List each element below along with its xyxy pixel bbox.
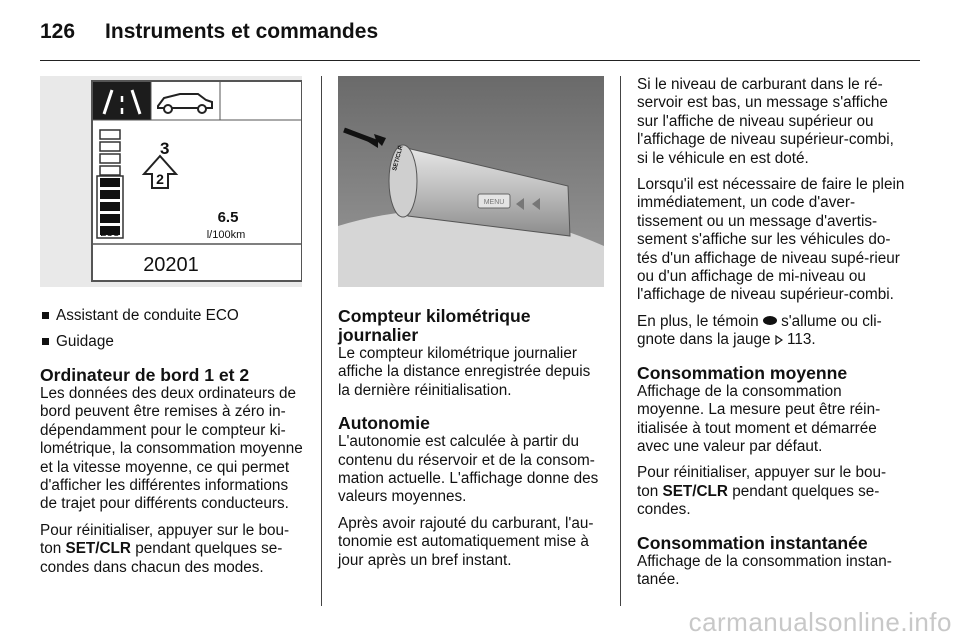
page-title: Instruments et commandes	[105, 20, 379, 43]
paragraph-reset-ordinateur: Pour réinitialiser, appuyer sur le bou-ton SET/CLR pendant quelques se-condes dans chacun des modes.	[40, 521, 290, 576]
warning-light-icon	[763, 316, 777, 325]
bullet-item-guidage: Guidage	[40, 332, 308, 352]
paragraph-ordinateur: Les données des deux ordinateurs de bord peuvent être remises à zéro in-dépendamment pour le compteur ki-lométrique, la consommation moyenne et la vitesse moyenne, ce qui permet d'afficher les différentes informations de trajet pour différents conducteurs.	[40, 385, 303, 513]
header-rule	[40, 60, 920, 61]
paragraph-warning-light: En plus, le témoin s'allume ou cli-gnote dans la jauge 113.	[637, 312, 882, 349]
bullet-item-eco: Assistant de conduite ECO	[40, 306, 308, 326]
consumption-unit: l/100km	[206, 229, 246, 241]
page-number: 126	[40, 20, 76, 43]
section-title-ordinateur: Ordinateur de bord 1 et 2	[40, 365, 250, 385]
consumption-value: 6.5	[217, 209, 239, 226]
paragraph-consommation-moyenne: Affichage de la consommation moyenne. La mesure peut être réin-itialisée à tout moment et démarrée avec une valeur par défaut.	[637, 382, 881, 455]
paragraph-fuel-low: Si le niveau de carburant dans le ré-servoir est bas, un message s'affiche sur l'affiche de niveau supérieur ou l'affichage de niveau supérieur-combi, si le véhicule en est doté.	[637, 76, 894, 167]
page-ref: 113.	[782, 331, 816, 349]
page-header	[40, 14, 920, 50]
column-1	[40, 76, 308, 585]
paragraph-consommation-instantanee: Affichage de la consommation instan-tanée.	[637, 552, 892, 588]
column-2	[338, 76, 606, 578]
column-3	[637, 76, 905, 597]
section-title-compteur: Compteur kilométrique journalier	[338, 306, 531, 345]
section-title-consommation-moyenne: Consommation moyenne	[637, 362, 848, 383]
section-title-consommation-instantanee: Consommation instantanée	[637, 532, 868, 553]
paragraph-autonomie: L'autonomie est calculée à partir du contenu du réservoir et de la consom-mation actuelle. L'affichage donne des valeurs moyennes.	[338, 433, 599, 506]
odometer-value: 20201	[143, 254, 199, 276]
column-divider-1	[321, 76, 322, 606]
column-divider-2	[620, 76, 621, 606]
watermark: carmanualsonline.info	[688, 607, 952, 637]
bullet-list	[40, 306, 308, 352]
gear-recommended: 2	[156, 171, 164, 187]
paragraph-fuel-warning: Lorsqu'il est nécessaire de faire le plein immédiatement, un code d'aver-tissement ou un message d'avertis-sement s'affiche sur les véhicules do-tés d'un affichage de niveau supé-rieur ou d'un affichage de mi-niveau ou l'affichage de niveau supérieur-combi.	[637, 176, 905, 304]
stalk-label: SET/CLR	[392, 145, 405, 172]
set-clr-keyword: SET/CLR	[662, 482, 728, 500]
gear-current: 3	[160, 139, 170, 158]
eco-display-illustration	[40, 76, 302, 287]
set-clr-keyword: SET/CLR	[65, 540, 131, 558]
steering-stalk-illustration	[338, 76, 604, 287]
page-ref-icon	[775, 335, 783, 345]
paragraph-reset-consommation: Pour réinitialiser, appuyer sur le bou-ton SET/CLR pendant quelques se-condes.	[637, 464, 887, 519]
eco-level-gauge	[97, 130, 123, 238]
paragraph-autonomie-2: Après avoir rajouté du carburant, l'au-tonomie est automatiquement mise à jour après un bref instant.	[338, 514, 594, 569]
menu-button-label: MENU	[483, 199, 505, 206]
paragraph-compteur: Le compteur kilométrique journalier affiche la distance enregistrée depuis la dernière réinitialisation.	[338, 345, 591, 399]
eco-label: ECO	[100, 228, 120, 238]
section-title-autonomie: Autonomie	[338, 413, 430, 434]
